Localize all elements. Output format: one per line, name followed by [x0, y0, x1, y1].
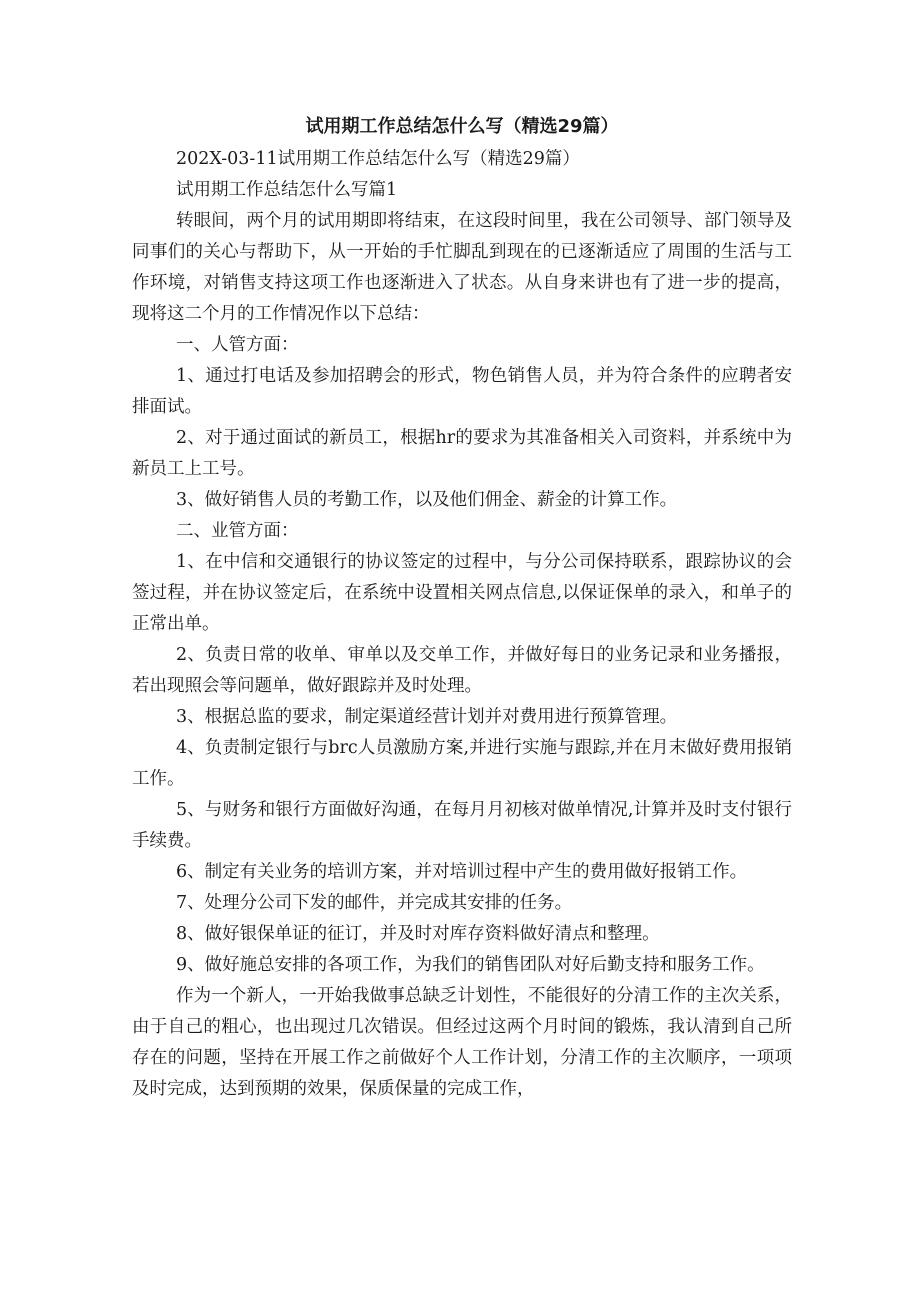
document-title: 试用期工作总结怎什么写（精选29篇） [305, 116, 619, 137]
list-item: 2、负责日常的收单、审单以及交单工作，并做好每日的业务记录和业务播报，若出现照会等问题单，做好跟踪并及时处理。 [132, 645, 792, 696]
date-line: 202X-03-11试用期工作总结怎什么写（精选29篇） [176, 149, 580, 169]
list-item: 5、与财务和银行方面做好沟通，在每月月初核对做单情况,计算并及时支付银行手续费。 [132, 800, 792, 851]
list-item: 2、对于通过面试的新员工，根据hr的要求为其准备相关入司资料，并系统中为新员工上工号。 [132, 428, 792, 479]
list-item: 1、在中信和交通银行的协议签定的过程中，与分公司保持联系，跟踪协议的会签过程，并在协议签定后，在系统中设置相关网点信息,以保证保单的录入，和单子的正常出单。 [132, 552, 792, 634]
list-item: 3、做好销售人员的考勤工作，以及他们佣金、薪金的计算工作。 [176, 490, 678, 510]
section-heading: 试用期工作总结怎什么写篇1 [176, 180, 398, 200]
heading-business: 二、业管方面： [176, 521, 299, 541]
paragraph-reflection: 作为一个新人，一开始我做事总缺乏计划性，不能很好的分清工作的主次关系，由于自己的粗心，也出现过几次错误。但经过这两个月时间的锻炼，我认清到自己所存在的问题，坚持在开展工作之前做好个人工作计划，分清工作的主次顺序，一项项及时完成，达到预期的效果，保质保量的完成工作， [132, 986, 792, 1099]
paragraph-intro: 转眼间，两个月的试用期即将结束，在这段时间里，我在公司领导、部门领导及同事们的关心与帮助下，从一开始的手忙脚乱到现在的已逐渐适应了周围的生活与工作环境，对销售支持这项工作也逐渐进入了状态。从自身来讲也有了进一步的提高，现将这二个月的工作情况作以下总结： [132, 211, 792, 324]
list-item: 3、根据总监的要求，制定渠道经营计划并对费用进行预算管理。 [176, 707, 678, 727]
list-item: 6、制定有关业务的培训方案，并对培训过程中产生的费用做好报销工作。 [176, 862, 748, 882]
document-body [132, 112, 792, 1105]
list-item: 8、做好银保单证的征订，并及时对库存资料做好清点和整理。 [176, 924, 660, 944]
list-item: 7、处理分公司下发的邮件，并完成其安排的任务。 [176, 893, 573, 913]
heading-personnel: 一、人管方面： [176, 335, 299, 355]
list-item: 1、通过打电话及参加招聘会的形式，物色销售人员，并为符合条件的应聘者安排面试。 [132, 366, 792, 417]
list-item: 4、负责制定银行与brc人员激励方案,并进行实施与跟踪,并在月末做好费用报销工作。 [132, 738, 792, 789]
list-item: 9、做好施总安排的各项工作，为我们的销售团队对好后勤支持和服务工作。 [176, 955, 765, 975]
